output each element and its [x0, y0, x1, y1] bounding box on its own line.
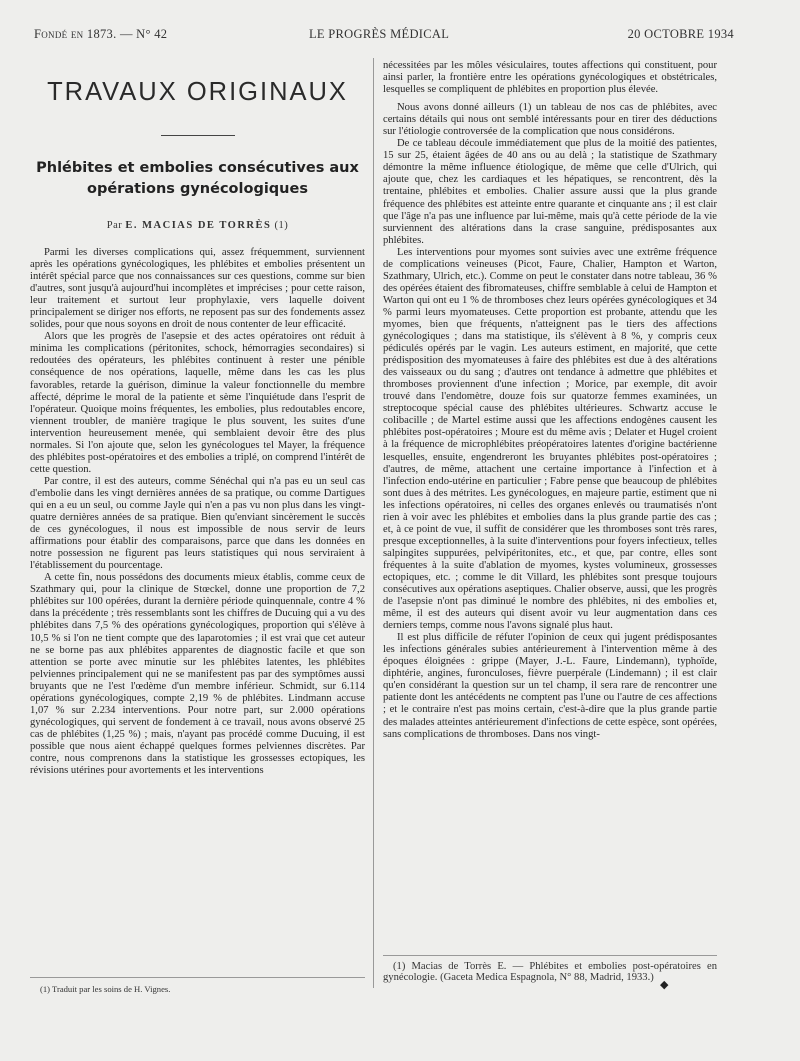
- right-column: [383, 60, 717, 983]
- title-rule: [161, 135, 235, 136]
- running-header: [34, 27, 734, 43]
- byline-prefix: Par: [106, 220, 123, 231]
- article-title: Phlébites et embolies consécutives aux opérations gynécologiques: [36, 160, 359, 197]
- footnote-rule: [30, 977, 365, 978]
- header-journal: LE PROGRÈS MÉDICAL: [309, 27, 450, 41]
- paragraph: Alors que les progrès de l'asepsie et des actes opératoires ont réduit à minima les complications (péritonites, schock, hémorragies secondaires) si redoutées des opérateurs, les phlébites continuent à rester une pénible conséquence de nos opérations, laquelle, même dans les cas les plus favorables, retarde la guérison, diminue la valeur fonctionnelle du membre affecté, déprime le moral de la patiente et sème l'inquiétude dans l'esprit de l'opérateur. Quoique moins fréquentes, les embolies, plus redoutables encore, viennent troubler, de manière tragique le plus souvent, les suites d'une intervention heureusement menée, qui semblaient devoir être des plus normales. Si l'on ajoute que, selon les gynécologues tel Mayer, la fréquence des phlébites post-opératoires et des embolies a triplé, on comprend l'intérêt de cette question.: [30, 331, 365, 475]
- paragraph: Nous avons donné ailleurs (1) un tableau de nos cas de phlébites, avec certains détails qui nous ont semblé intéressants pour en tirer des déductions sur l'étiologie controversée de la complication que nous considérons.: [383, 102, 717, 138]
- left-footnote-block: [30, 965, 365, 995]
- author-name: E. MACIAS DE TORRÈS: [125, 220, 272, 231]
- paragraph: Les interventions pour myomes sont suivies avec une extrême fréquence de complications veineuses (Picot, Faure, Chalier, Hampton et Warton, Szathmary, Ulrich, etc.). Comme on peut le constater dans notre tableau, 36 % des opérées étaient des fibromateuses, chiffre semblable à celui de Hampton et Warton qui ont eu 1 % de thromboses chez leurs opérées gynécologiques et 34 % parmi leurs myomateuses. Cette proportion est probante, attendu que les myomes, bien que fréquents, n'atteignent pas le tiers des affections gynécologiques ; dans ma statistique, ils s'élèvent à 8 %, y compris ceux pédiculés opérés par le vagin. Les auteurs estiment, en majorité, que cette prédisposition des myomateuses à faire des phlébites est due à des altérations des vaisseaux ou du sang ; d'autres ont tendance à admettre que phlébites et thromboses proviennent d'une infection ; Morice, par exemple, dit avoir trouvé dans l'endomètre, douze fois sur quatorze femmes examinées, un streptocoque spécial cause des phlébites ultérieures. Schwartz accuse le colibacille ; de Martel estime aussi que les affections endogènes causent les phlébites post-opératoires ; Moure est du même avis ; Delater et Hugel croient à la fréquence de microphlébites préopératoires latentes d'origine bactérienne lesquelles, ensuite, engendreront les bruyantes phlébites post-opératoires ; d'autres, de même, attachent une certaine importance à l'infection et à l'infection endo-utérine en particulier ; Fabre pense que beaucoup de phlébites sont dues à des métrites. Les gynécologues, en majeure partie, estiment que ni les infections opératoires, ni celles des organes enlevés ou traumatisés n'ont rien à voir avec les phlébites et embolies dans la plus grande partie des cas ; et, à ce point de vue, il suffit de considérer que les thromboses sont très rares, presque exceptionnelles, à la suite d'interventions pour foyers infectieux, telles salpingites suppurées, pelvipéritonites, etc., et que, par contre, elles sont fréquentes à la suite d'ablation de myomes, kystes volumineux, grossesses ectopiques, etc. ; comme le dit Villard, les phlébites sont presque toujours consécutives aux opérations aseptiques. Chalier observe, aussi, que les progrès de l'asepsie n'ont pas diminué le nombre des phlébites, ni des embolies et, même, il est des auteurs qui disent avoir vu leur augmentation dans ces derniers temps, comme nous l'avons signalé plus haut.: [383, 246, 717, 632]
- header-left: Fondé en 1873. — N° 42: [34, 27, 168, 41]
- paragraph: De ce tableau découle immédiatement que plus de la moitié des patientes, 15 sur 25, étaient âgées de 40 ans ou au delà ; la statistique de Szathmary démontre la même influence étiologique, de même que celle d'Ulrich, qui ajoute que, chez les cardiaques et les hépatiques, se rencontrent, dès la trentaine, phlébites et embolies. Chalier assure aussi que la plus grande fréquence des phlébites est atteinte entre quarante et cinquante ans ; il est clair que l'âge n'a pas une influence par lui-même, mais qu'à cette période de la vie surviennent des altérations dans la crase sanguine, prédisposantes aux phlébites.: [383, 138, 717, 246]
- paragraph: A cette fin, nous possédons des documents mieux établis, comme ceux de Szathmary qui, pour la clinique de Stœckel, donne une proportion de 7,2 phlébites sur 100 opérées, durant la dernière période quinquennale, contre 4 % dans la précédente ; très ressemblants sont les chiffres de Ducuing qui a vu des phlébites dans 7,5 % des opérations gynécologiques, proportion qui s'élève à 10,5 % si l'on ne tient compte que des laparotomies ; il est vrai que cet auteur ne se borne pas aux phlébites apparentes de diagnostic facile et que son attention se porte avec minutie sur les phlébites latentes, les phlébites pelviennes principalement qui ne se manifestent pas par des symptômes aussi bruyants que ne l'est l'œdème d'un membre inférieur. Schmidt, sur 6.114 opérations gynécologiques, compte 2,19 % de phlébites. Lindmann accuse 1,07 % sur 2.234 interventions. Pour notre part, sur 2.000 opérations gynécologiques, qui servent de fondement à ce travail, nous avons observé 25 cas de phlébites (1,25 %) ; mais, n'ayant pas procédé comme Ducuing, il est possible que nous aient échappé quelques formes pelviennes discrètes. Par contre, nous comprenons dans la statistique les grossesses ectopiques, les révisions utérines pour avortements et les interventions: [30, 572, 365, 777]
- header-date: 20 OCTOBRE 1934: [627, 27, 734, 41]
- left-column: [30, 60, 365, 994]
- paragraph: Parmi les diverses complications qui, assez fréquemment, surviennent après les opérations gynécologiques, les phlébites et embolies présentent un intérêt spécial parce que nos connaissances sur ces questions, comme sur bien d'autres, sont jusqu'à aujourd'hui incomplètes et imprécises ; pour cette raison, leur traitement et surtout leur prophylaxie, vers laquelle doivent principalement se diriger nos efforts, ne reposent pas sur des fondements assez solides, pour que nous soyons en droit de nous contenter de leur efficacité.: [30, 247, 365, 331]
- paragraph: Par contre, il est des auteurs, comme Sénéchal qui n'a pas eu un seul cas d'embolie dans les vingt dernières années de sa pratique, ou comme Dartigues qui en a eu un seul, ou comme Jayle qui n'en a pas vu non plus dans les vingt-quatre dernières années de sa pratique. Bien qu'enviant sincèrement le succès de ces gynécologues, il nous est impossible de nous servir de leurs affirmations pour établir des comparaisons, parce que dans les données en notre possession ne figurent pas leurs statistiques qui nous serviraient à l'établissement du pourcentage.: [30, 475, 365, 572]
- section-title: TRAVAUX ORIGINAUX: [47, 78, 348, 106]
- footnote: (1) Macias de Torrès E. — Phlébites et embolies post-opératoires en gynécologie. (Gaceta Medica Espagnola, N° 88, Madrid, 1933.): [383, 961, 717, 983]
- byline: [30, 220, 365, 231]
- author-note-ref: (1): [274, 220, 289, 231]
- column-divider: [373, 58, 374, 988]
- paragraph: Il est plus difficile de réfuter l'opinion de ceux qui jugent prédisposantes les infections générales subies antérieurement à l'intervention même à des époques éloignées : grippe (Mayer, J.-L. Faure, Lindemann), typhoïde, diphtérie, angines, furonculoses, fièvre puerpérale (Lindemann) ; il est clair qu'en considérant la question sur un tel champ, il sera rare de rencontrer une patiente dont les antécédents ne comptent pas l'une ou l'autre de ces affections ; et le contraire n'est pas moins certain, c'est-à-dire que la plus grande partie des malades atteintes antérieurement d'infections de cette espèce, sont opérées, sans complications de thromboses. Dans nos vingt-: [383, 632, 717, 740]
- footnote-rule: [383, 955, 717, 956]
- paragraph: nécessitées par les môles vésiculaires, toutes affections qui constituent, pour ainsi parler, la frontière entre les opérations gynécologiques et obstétricales, lesquelles se compliquent de phlébites en proportion plus élevée.: [383, 60, 717, 96]
- footnote: (1) Traduit par les soins de H. Vignes.: [40, 984, 171, 994]
- right-footnote-block: [383, 943, 717, 983]
- end-ornament: ◆: [660, 979, 669, 991]
